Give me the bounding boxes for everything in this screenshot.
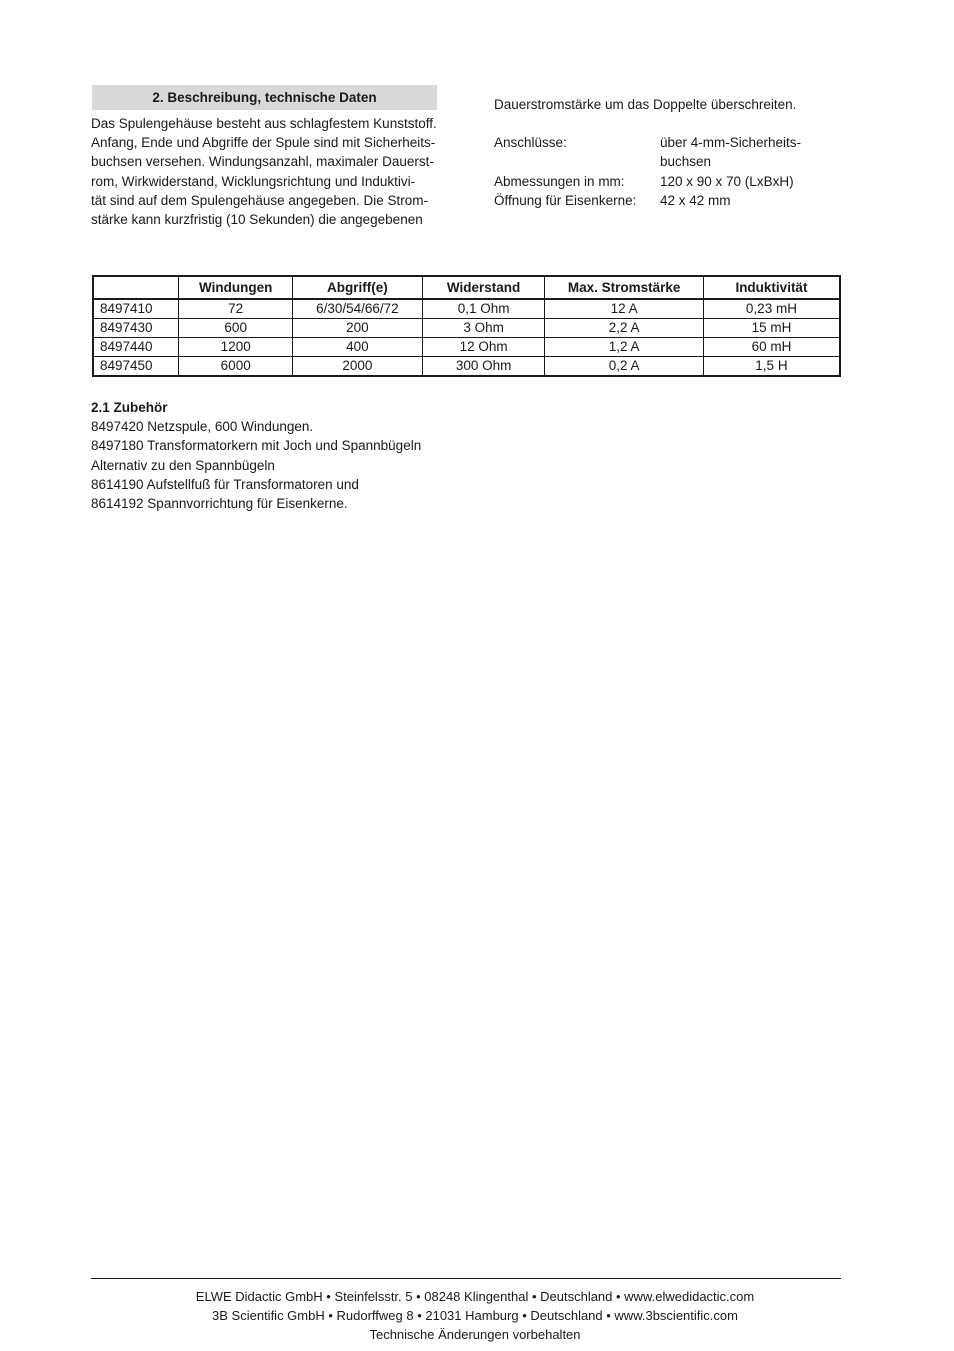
table-cell: 8497450 bbox=[93, 357, 179, 377]
table-cell: 15 mH bbox=[703, 319, 840, 338]
table-header-cell: Widerstand bbox=[422, 276, 545, 299]
table-cell: 2000 bbox=[293, 357, 423, 377]
table-header-row bbox=[93, 276, 840, 299]
table-header-cell: Abgriff(e) bbox=[293, 276, 423, 299]
accessory-item: Alternativ zu den Spannbügeln bbox=[91, 457, 275, 473]
spec-value-connections: über 4-mm-Sicherheits- bbox=[660, 135, 802, 150]
spec-label-core-opening: Öffnung für Eisenkerne: bbox=[494, 193, 637, 208]
table-cell: 0,2 A bbox=[545, 357, 703, 377]
coil-data-table bbox=[92, 275, 841, 377]
description-line: rom, Wirkwiderstand, Wicklungsrichtung und Induktivi- bbox=[91, 173, 416, 189]
table-row bbox=[93, 357, 840, 377]
table-header-cell: Induktivität bbox=[703, 276, 840, 299]
accessories-section bbox=[91, 398, 421, 513]
table-cell: 3 Ohm bbox=[422, 319, 545, 338]
table-cell: 300 Ohm bbox=[422, 357, 545, 377]
table-cell: 60 mH bbox=[703, 338, 840, 357]
table-cell: 8497430 bbox=[93, 319, 179, 338]
footer-line-3: Technische Änderungen vorbehalten bbox=[369, 1327, 581, 1343]
description-line: tät sind auf dem Spulengehäuse angegeben. Die Strom- bbox=[91, 192, 428, 208]
table-header-cell bbox=[93, 276, 179, 299]
table-row bbox=[93, 299, 840, 319]
description-line: buchsen versehen. Windungsanzahl, maximaler Dauerst- bbox=[91, 154, 434, 170]
table-cell: 400 bbox=[293, 338, 423, 357]
accessory-item: 8614192 Spannvorrichtung für Eisenkerne. bbox=[91, 496, 348, 512]
spec-label-dimensions: Abmessungen in mm: bbox=[494, 174, 625, 189]
table-cell: 12 Ohm bbox=[422, 338, 545, 357]
table-cell: 12 A bbox=[545, 299, 703, 319]
table-row bbox=[93, 319, 840, 338]
table-cell: 72 bbox=[179, 299, 293, 319]
table-header-cell: Max. Stromstärke bbox=[545, 276, 703, 299]
accessory-item: 8497420 Netzspule, 600 Windungen. bbox=[91, 419, 314, 435]
spec-value-connections-cont: buchsen bbox=[660, 154, 712, 169]
table-cell: 1,2 A bbox=[545, 338, 703, 357]
table-header-cell: Windungen bbox=[179, 276, 293, 299]
table-cell: 1,5 H bbox=[703, 357, 840, 377]
table-cell: 0,1 Ohm bbox=[422, 299, 545, 319]
accessory-item: 8497180 Transformatorkern mit Joch und Spannbügeln bbox=[91, 438, 422, 454]
footer bbox=[91, 1287, 859, 1345]
accessory-item: 8614190 Aufstellfuß für Transformatoren und bbox=[91, 476, 359, 492]
description-line: Anfang, Ende und Abgriffe der Spule sind mit Sicherheits- bbox=[91, 135, 436, 151]
spec-label-connections: Anschlüsse: bbox=[494, 135, 567, 150]
description-text bbox=[91, 114, 441, 229]
spec-value-dimensions: 120 x 90 x 70 (LxBxH) bbox=[660, 174, 794, 189]
accessories-title: 2.1 Zubehör bbox=[91, 400, 168, 415]
footer-divider bbox=[91, 1278, 841, 1279]
table-cell: 0,23 mH bbox=[703, 299, 840, 319]
table-row bbox=[93, 338, 840, 357]
description-continuation: Dauerstromstärke um das Doppelte überschreiten. bbox=[494, 97, 797, 112]
table-cell: 8497410 bbox=[93, 299, 179, 319]
section-title: 2. Beschreibung, technische Daten bbox=[92, 85, 437, 110]
footer-line-1: ELWE Didactic GmbH • Steinfelsstr. 5 • 08248 Klingenthal • Deutschland • www.elwedidactic.com bbox=[195, 1289, 755, 1304]
footer-line-2: 3B Scientific GmbH • Rudorffweg 8 • 21031 Hamburg • Deutschland • www.3bscientific.com bbox=[212, 1308, 738, 1324]
table-cell: 2,2 A bbox=[545, 319, 703, 338]
table-cell: 200 bbox=[293, 319, 423, 338]
description-line: stärke kann kurzfristig (10 Sekunden) die angegebenen bbox=[91, 212, 423, 228]
table-cell: 6/30/54/66/72 bbox=[293, 299, 423, 319]
spec-value-core-opening: 42 x 42 mm bbox=[660, 193, 731, 208]
table-cell: 600 bbox=[179, 319, 293, 338]
table-cell: 8497440 bbox=[93, 338, 179, 357]
table-cell: 6000 bbox=[179, 357, 293, 377]
description-line: Das Spulengehäuse besteht aus schlagfestem Kunststoff. bbox=[91, 116, 437, 131]
table-cell: 1200 bbox=[179, 338, 293, 357]
